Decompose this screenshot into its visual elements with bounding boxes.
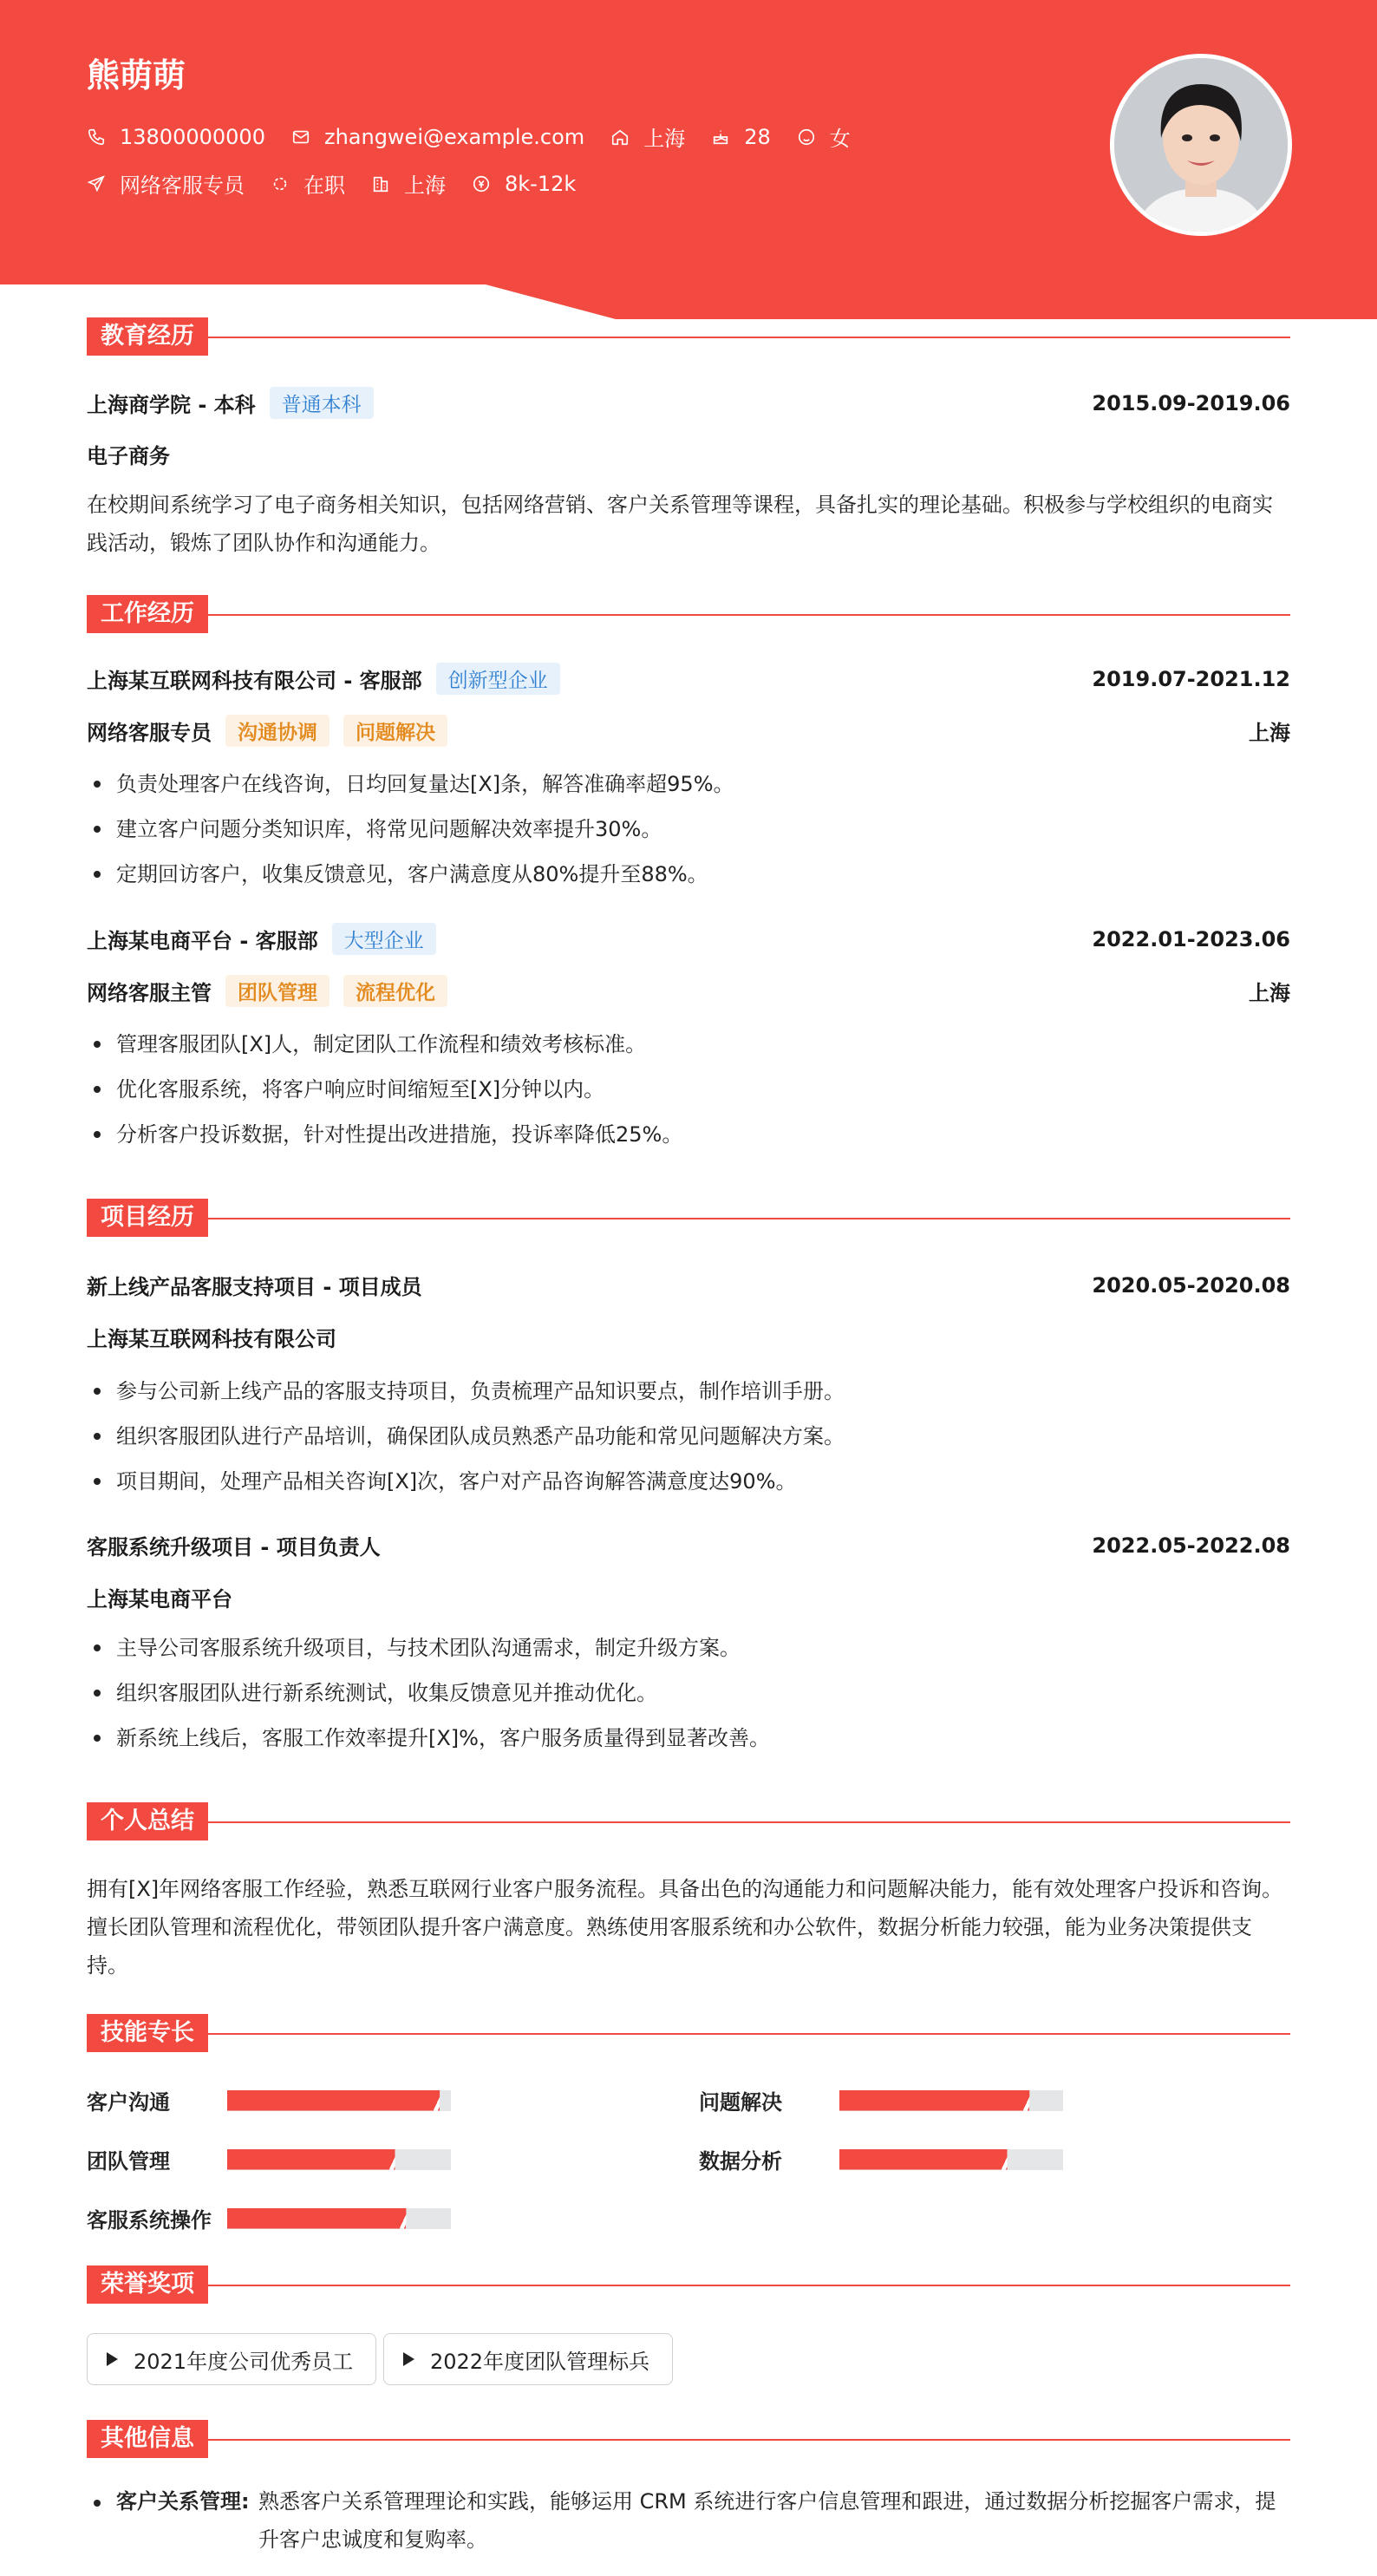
skill-tag: 问题解决: [343, 715, 447, 747]
education-section-title: [87, 317, 208, 356]
section-rule: [87, 2439, 1290, 2441]
age-text: 28: [744, 124, 771, 149]
list-item: 主导公司客服系统升级项目，与技术团队沟通需求，制定升级方案。: [87, 1625, 1290, 1670]
coin-icon: [472, 174, 491, 193]
skill-bar: [227, 2208, 451, 2229]
summary-line: 擅长团队管理和流程优化，带领团队提升客户满意度。熟练使用客服系统和办公软件，数据分析能力较强，能为业务决策提供支: [87, 1915, 1252, 1939]
award-item: [87, 2333, 376, 2385]
skill-name: 客户沟通: [87, 2090, 170, 2115]
skill-name: 团队管理: [87, 2149, 170, 2174]
phone-icon: [87, 127, 106, 147]
work-role-row: [87, 975, 1290, 1007]
cake-icon: [711, 127, 730, 147]
section-rule: [87, 2285, 1290, 2286]
skill-bar: [227, 2090, 451, 2111]
skill-tag: 团队管理: [225, 975, 330, 1007]
project-title-row: [87, 1270, 1290, 1300]
school-tag: 普通本科: [270, 387, 374, 419]
section-rule: [87, 2033, 1290, 2035]
education-date: 2015.09-2019.06: [1092, 390, 1290, 415]
home-icon: [610, 127, 630, 147]
job-intent-row: [87, 168, 602, 199]
location-text: 上海: [643, 127, 686, 151]
candidate-name: 熊萌萌: [87, 56, 186, 95]
education-header-row: [87, 387, 1290, 419]
list-item: 项目期间，处理产品相关咨询[X]次，客户对产品咨询解答满意度达90%。: [87, 1459, 1290, 1504]
skill-name: 数据分析: [699, 2149, 782, 2174]
resume-header: [0, 0, 1377, 319]
other-value: 熟悉客户关系管理理论和实践，能够运用 CRM 系统进行客户信息管理和跟进，通过数据分析挖掘客户需求，提升客户忠诚度和复购率。: [258, 2489, 1276, 2552]
summary-section-title: [87, 1802, 208, 1840]
work-company: 上海某互联网科技有限公司 - 客服部: [87, 669, 422, 693]
company-tag: 创新型企业: [436, 663, 560, 695]
education-major-row: [87, 439, 1290, 469]
status-icon: [271, 174, 290, 193]
send-icon: [87, 174, 106, 193]
skill-bar-fill: [839, 2149, 1008, 2170]
skill-tag: 流程优化: [343, 975, 447, 1007]
skill-bar-fill: [227, 2208, 406, 2229]
award-text: 2022年度团队管理标兵: [430, 2349, 650, 2374]
awards-title-label: 荣誉奖项: [87, 2265, 208, 2304]
gender-text: 女: [829, 127, 851, 151]
target-city-text: 上海: [404, 173, 446, 198]
skills-title-label: 技能专长: [87, 2014, 208, 2052]
summary-title-label: 个人总结: [87, 1802, 208, 1840]
other-key: 客户关系管理:: [116, 2489, 250, 2514]
skill-tag: 沟通协调: [225, 715, 330, 747]
triangle-icon: [403, 2352, 414, 2366]
skill-item: [87, 2085, 451, 2115]
work-city: 上海: [1249, 721, 1290, 745]
gender-item: [797, 121, 851, 152]
list-item: 建立客户问题分类知识库，将常见问题解决效率提升30%。: [87, 807, 1290, 852]
bullet-dot: [94, 2500, 101, 2507]
section-rule: [87, 1218, 1290, 1219]
project-org: 上海某互联网科技有限公司: [87, 1327, 336, 1351]
projects-title-label: 项目经历: [87, 1199, 208, 1237]
skill-bar-fill: [839, 2090, 1029, 2111]
age-item: [711, 125, 771, 149]
project-title: 新上线产品客服支持项目 - 项目成员: [87, 1275, 422, 1299]
summary-text: [87, 1870, 1301, 1984]
school-name: 上海商学院 - 本科: [87, 393, 256, 417]
status-item: [271, 168, 345, 199]
building-icon: [371, 174, 390, 193]
status-text: 在职: [303, 173, 345, 198]
work-company-row: [87, 923, 1290, 955]
project-bullets: [87, 1369, 1290, 1504]
work-section-title: [87, 595, 208, 633]
project-org-row: [87, 1582, 1290, 1612]
education-desc: 在校期间系统学习了电子商务相关知识，包括网络营销、客户关系管理等课程，具备扎实的理论基础。积极参与学校组织的电商实践活动，锻炼了团队协作和沟通能力。: [87, 493, 1273, 555]
location-item: [610, 121, 685, 152]
email-item: [291, 125, 584, 149]
list-item: 负责处理客户在线咨询，日均回复量达[X]条，解答准确率超95%。: [87, 762, 1290, 807]
mail-icon: [291, 127, 310, 147]
email-text: zhangwei@example.com: [323, 124, 585, 149]
summary-line: 拥有[X]年网络客服工作经验，熟悉互联网行业客户服务流程。具备出色的沟通能力和问题解决能力，能有效处理客户投诉和咨询。: [87, 1877, 1283, 1901]
project-bullets: [87, 1625, 1290, 1761]
awards-section-title: [87, 2265, 208, 2304]
section-rule: [87, 1821, 1290, 1823]
salary-item: [472, 172, 576, 196]
list-item: 管理客服团队[X]人，制定团队工作流程和绩效考核标准。: [87, 1022, 1290, 1067]
salary-text: 8k-12k: [505, 171, 577, 196]
work-bullets: [87, 1022, 1290, 1157]
skill-item: [87, 2144, 451, 2174]
list-item: 新系统上线后，客服工作效率提升[X]%，客户服务质量得到显著改善。: [87, 1716, 1290, 1761]
project-date: 2020.05-2020.08: [1092, 1272, 1290, 1298]
project-date: 2022.05-2022.08: [1092, 1533, 1290, 1558]
skill-bar: [839, 2090, 1063, 2111]
avatar-portrait: [1114, 58, 1288, 232]
triangle-icon: [107, 2352, 118, 2366]
company-tag: 大型企业: [332, 923, 436, 955]
work-date: 2022.01-2023.06: [1092, 926, 1290, 951]
skill-bar: [227, 2149, 451, 2170]
work-bullets: [87, 762, 1290, 897]
project-org-row: [87, 1322, 1290, 1352]
list-item: 优化客服系统，将客户响应时间缩短至[X]分钟以内。: [87, 1067, 1290, 1112]
work-company: 上海某电商平台 - 客服部: [87, 929, 318, 953]
award-text: 2021年度公司优秀员工: [134, 2349, 354, 2374]
award-item: [383, 2333, 673, 2385]
work-role: 网络客服主管: [87, 981, 212, 1005]
major-name: 电子商务: [87, 444, 170, 468]
contact-row: [87, 121, 877, 152]
avatar: [1110, 54, 1292, 236]
skill-item: [699, 2085, 1063, 2115]
list-item: 组织客服团队进行新系统测试，收集反馈意见并推动优化。: [87, 1670, 1290, 1716]
section-rule: [87, 614, 1290, 616]
skill-name: 问题解决: [699, 2090, 782, 2115]
face-icon: [797, 127, 816, 147]
skill-item: [87, 2203, 451, 2233]
projects-section-title: [87, 1199, 208, 1237]
skill-bar: [839, 2149, 1063, 2170]
skill-bar-fill: [227, 2090, 440, 2111]
list-item: 分析客户投诉数据，针对性提出改进措施，投诉率降低25%。: [87, 1112, 1290, 1157]
work-role-row: [87, 715, 1290, 747]
project-org: 上海某电商平台: [87, 1587, 232, 1612]
target-city-item: [371, 168, 446, 199]
other-section-title: [87, 2420, 208, 2458]
project-title-row: [87, 1530, 1290, 1560]
work-company-row: [87, 663, 1290, 695]
work-title-label: 工作经历: [87, 595, 208, 633]
list-item: 定期回访客户，收集反馈意见，客户满意度从80%提升至88%。: [87, 852, 1290, 897]
education-title-label: 教育经历: [87, 317, 208, 356]
work-role: 网络客服专员: [87, 721, 212, 745]
skill-name: 客服系统操作: [87, 2208, 212, 2233]
position-text: 网络客服专员: [120, 173, 245, 198]
skill-bar-fill: [227, 2149, 395, 2170]
phone-item: [87, 125, 265, 149]
other-title-label: 其他信息: [87, 2420, 208, 2458]
work-city: 上海: [1249, 981, 1290, 1005]
list-item: 组织客服团队进行产品培训，确保团队成员熟悉产品功能和常见问题解决方案。: [87, 1414, 1290, 1459]
skills-section-title: [87, 2014, 208, 2052]
section-rule: [87, 337, 1290, 338]
work-date: 2019.07-2021.12: [1092, 666, 1290, 691]
phone-text: 13800000000: [120, 124, 265, 149]
summary-line: 持。: [87, 1953, 128, 1978]
skill-item: [699, 2144, 1063, 2174]
position-item: [87, 168, 245, 199]
list-item: 参与公司新上线产品的客服支持项目，负责梳理产品知识要点，制作培训手册。: [87, 1369, 1290, 1414]
project-title: 客服系统升级项目 - 项目负责人: [87, 1535, 381, 1559]
